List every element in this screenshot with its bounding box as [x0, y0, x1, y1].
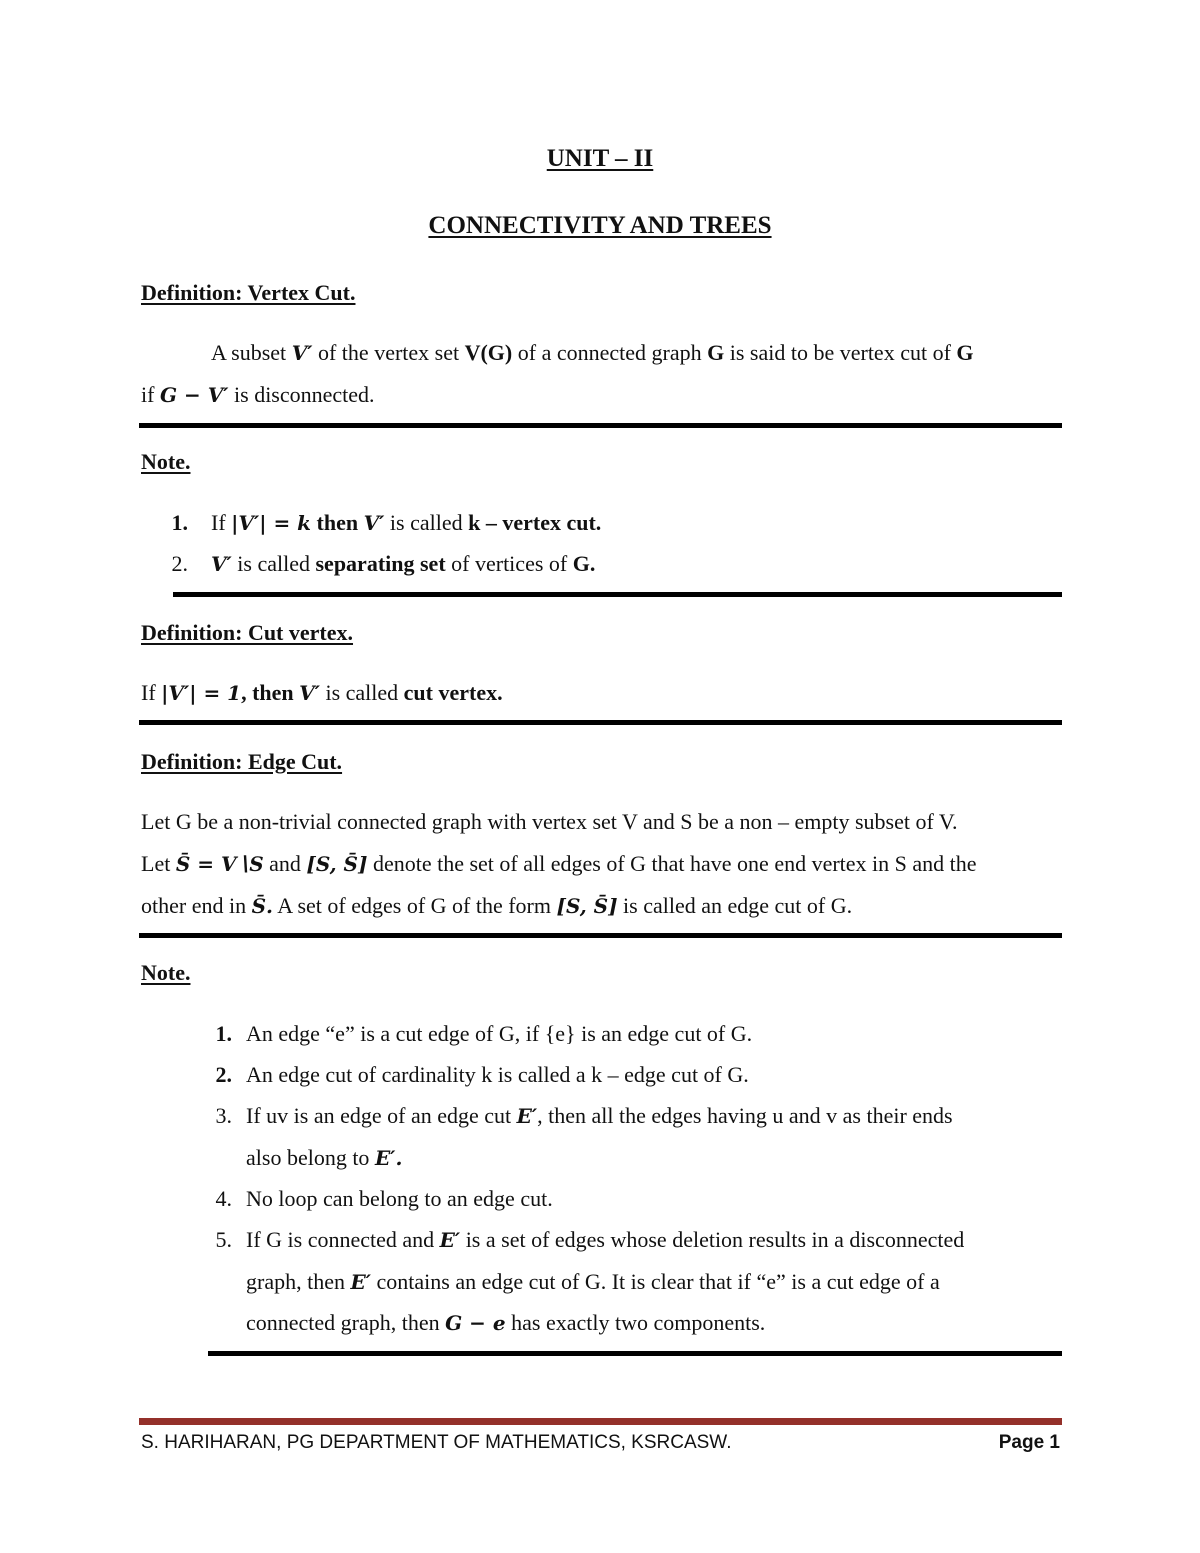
section-divider	[139, 720, 1062, 725]
section-divider	[139, 423, 1062, 428]
footer-rule	[139, 1418, 1062, 1425]
edge-cut-line-2: Let S̄ = V∖S and [S, S̄] denote the set of all edges of G that have one end vertex in S and the	[141, 851, 977, 876]
cut-vertex-line: If |V′| = 1, then V′ is called cut vertex.	[141, 680, 503, 705]
edge-cut-line-1: Let G be a non-trivial connected graph with vertex set V and S be a non – empty subset of V.	[141, 809, 958, 834]
note2-item-3-cont: also belong to E′.	[246, 1145, 403, 1170]
page-number: Page 1	[998, 1432, 1060, 1453]
edge-cut-heading: Definition: Edge Cut.	[141, 749, 343, 774]
note-heading: Note.	[141, 449, 191, 474]
unit-title: UNIT – II	[546, 145, 654, 172]
vertex-cut-line-1: A subset V′ of the vertex set V(G) of a connected graph G is said to be vertex cut of G	[211, 340, 974, 365]
cut-vertex-heading: Definition: Cut vertex.	[141, 620, 354, 645]
note2-item-5-cont-2: connected graph, then G − e has exactly two components.	[246, 1310, 766, 1335]
section-divider	[208, 1351, 1062, 1356]
footer-author: S. HARIHARAN, PG DEPARTMENT OF MATHEMATICS, KSRCASW.	[141, 1432, 732, 1453]
note-heading: Note.	[141, 960, 191, 985]
vertex-cut-line-2: if G − V′ is disconnected.	[141, 382, 375, 407]
chapter-title: CONNECTIVITY AND TREES	[428, 212, 772, 239]
note2-item-5-cont-1: graph, then E′ contains an edge cut of G. It is clear that if “e” is a cut edge of a	[246, 1269, 940, 1294]
edge-cut-line-3: other end in S̄. A set of edges of G of the form [S, S̄] is called an edge cut of G.	[141, 893, 853, 918]
vertex-cut-heading: Definition: Vertex Cut.	[141, 280, 356, 305]
section-divider	[173, 592, 1062, 597]
section-divider	[139, 933, 1062, 938]
